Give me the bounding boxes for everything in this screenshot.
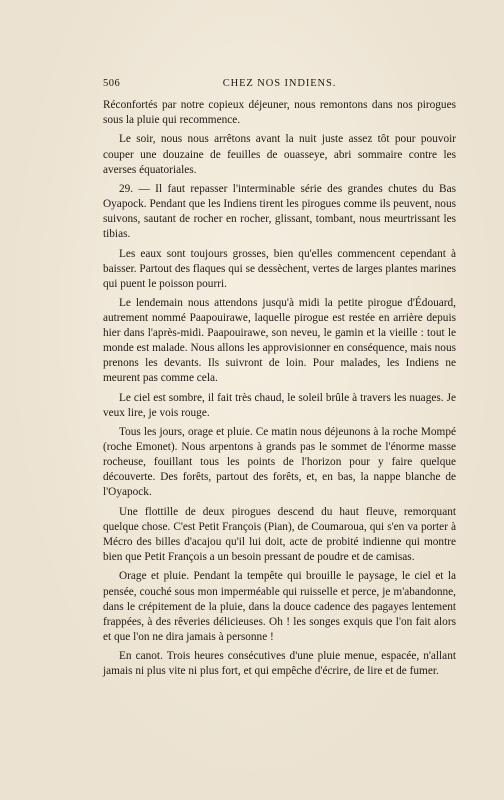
page-number: 506 — [103, 78, 121, 89]
running-title: CHEZ NOS INDIENS. — [222, 78, 337, 89]
body-text — [103, 98, 456, 684]
paragraph: Réconfortés par notre copieux déjeuner, nous remontons dans nos pirogues sous la pluie qui recommence. — [103, 99, 456, 127]
paragraph: Orage et pluie. Pendant la tempête qui brouille le paysage, le ciel et la pensée, couché sous mon imperméable qui ruisselle et perce, je m'abandonne, dans le crépitement de la pluie, dans la douce cadence des pagayes lentement frappées, à des rêveries délicieuses. Oh ! les songes exquis que l'on fait alors et que l'on ne dira jamais à personne ! — [103, 570, 456, 643]
paragraph: 29. — Il faut repasser l'interminable série des grandes chutes du Bas Oyapock. Pendant que les Indiens tirent les pirogues comme ils peuvent, nous suivons, sautant de rocher en rocher, glissant, tombant, nous meurtrissant les tibias. — [103, 183, 456, 241]
paragraph: Tous les jours, orage et pluie. Ce matin nous déjeunons à la roche Mompé (roche Emonet). Nous arpentons à grands pas le sommet de l'énorme masse rocheuse, fouillant tous les points de l'horizon pour y faire quelque découverte. Des forêts, partout des forêts, et, en bas, la nappe blanche de l'Oyapock. — [103, 426, 456, 499]
paragraph: Le soir, nous nous arrêtons avant la nuit juste assez tôt pour pouvoir couper une douzaine de feuilles de ouasseye, abri sommaire contre les averses équatoriales. — [103, 133, 456, 176]
paragraph: Les eaux sont toujours grosses, bien qu'elles commencent cependant à baisser. Partout des flaques qui se dessèchent, vertes de larges plantes marines qui puent le poisson pourri. — [103, 247, 456, 290]
paragraph: Une flottille de deux pirogues descend du haut fleuve, remorquant quelque chose. C'est Petit François (Pian), de Coumaroua, qui s'en va porter à Mécro des billes d'acajou qu'il lui doit, acte de probité indienne qui montre bien que Petit François a un besoin pressant de poudre et de camisas. — [103, 505, 456, 564]
paragraph: En canot. Trois heures consécutives d'une pluie menue, espacée, n'allant jamais ni plus vite ni plus fort, et qui empêche d'écrire, de lire et de fumer. — [103, 650, 456, 678]
page-header — [103, 78, 456, 94]
paragraph: Le ciel est sombre, il fait très chaud, le soleil brûle à travers les nuages. Je veux lire, je vois rouge. — [103, 391, 456, 419]
paragraph: Le lendemain nous attendons jusqu'à midi la petite pirogue d'Édouard, autrement nommé Paapouirawe, laquelle pirogue est restée en arrière depuis hier dans l'après-midi. Paapouirawe, son neveu, le gamin et la vieille : tout le monde est malade. Nous allons les approvisionner en conséquence, mais nous prenons les devants. Ils suivront de loin. Pour malades, les Indiens ne meurent pas comme cela. — [103, 297, 456, 385]
